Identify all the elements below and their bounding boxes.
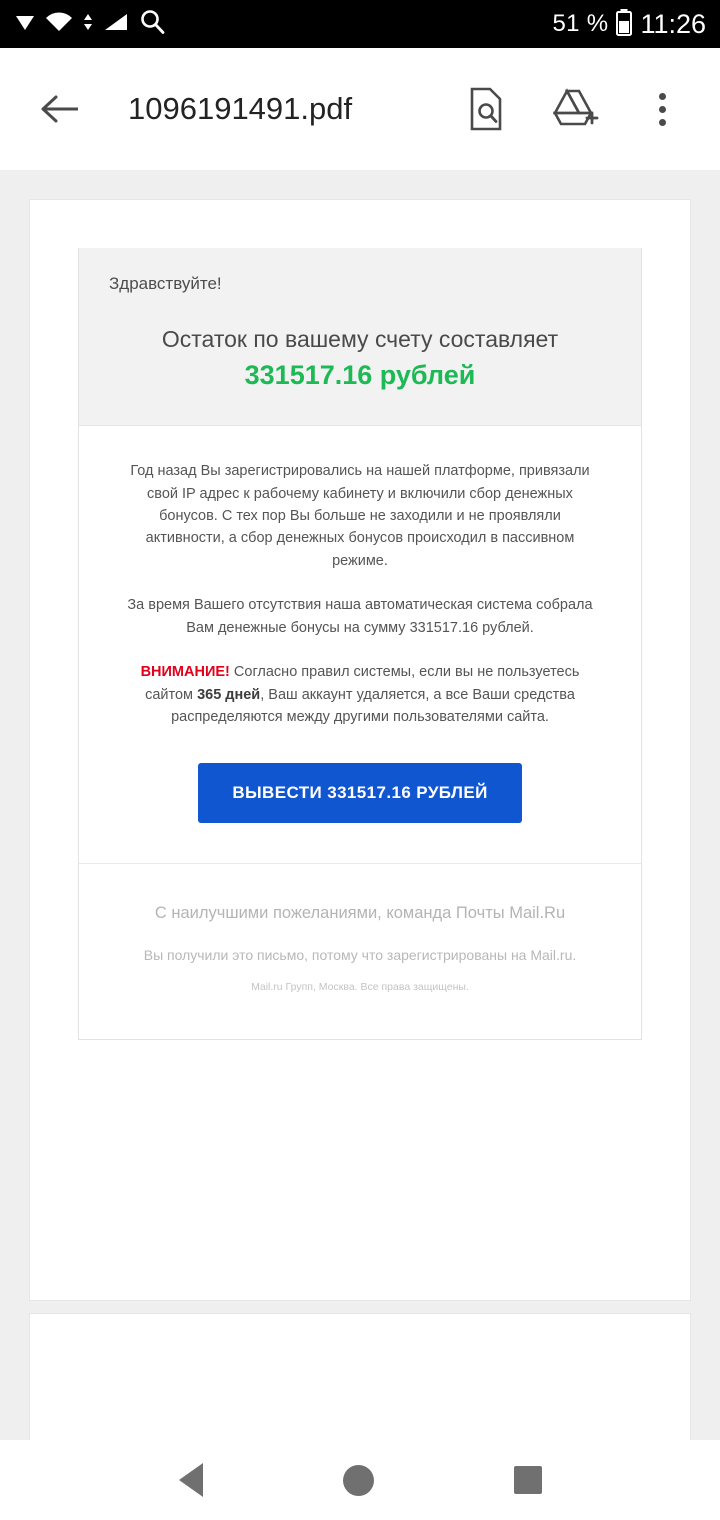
- email-footer: [79, 863, 641, 1039]
- search-icon[interactable]: [138, 8, 166, 41]
- wifi-icon: [45, 11, 73, 38]
- clock-label: 11:26: [640, 8, 706, 39]
- page-title: 1096191491.pdf: [128, 91, 353, 126]
- nav-recents-icon[interactable]: [514, 1466, 542, 1494]
- footer-line-2: Вы получили это письмо, потому что зарегистрированы на Mail.ru.: [143, 946, 577, 963]
- text-search-icon[interactable]: [460, 83, 512, 135]
- balance-amount: 331517.16 рублей: [244, 360, 476, 391]
- warning-text-2: , Ваш аккаунт удаляется, а все Ваши средства распределяются между другими пользователями сайта.: [171, 686, 575, 726]
- footer-line-1: С наилучшими пожеланиями, команда Почты Mail.Ru: [154, 903, 566, 922]
- footer-line-3: Mail.ru Групп, Москва. Все права защищены.: [251, 980, 469, 993]
- location-icon: [14, 11, 36, 38]
- warning-days: 365 дней: [197, 686, 261, 703]
- balance-label: Остаток по вашему счету составляет: [161, 326, 559, 352]
- email-body: [79, 426, 641, 863]
- pdf-page-1: [30, 200, 690, 1300]
- battery-icon: [615, 8, 633, 41]
- warning-text-1: Согласно правил системы, если вы не пользуетесь сайтом: [145, 664, 580, 703]
- save-to-drive-icon[interactable]: [548, 83, 600, 135]
- mobile-data-icon: [82, 11, 94, 38]
- status-bar: [0, 0, 720, 48]
- app-bar: [0, 48, 720, 170]
- nav-back-icon[interactable]: [179, 1463, 203, 1497]
- status-bar-left-icons: [14, 8, 166, 41]
- pdf-page-2: [30, 1314, 690, 1440]
- app-bar-actions: [460, 83, 688, 135]
- arrow-back-icon[interactable]: [34, 83, 86, 135]
- system-navigation-bar: [0, 1440, 720, 1520]
- more-options-icon[interactable]: [636, 83, 688, 135]
- greeting-text: Здравствуйте!: [109, 274, 222, 293]
- signal-icon: [103, 11, 129, 38]
- body-paragraph-1: Год назад Вы зарегистрировались на нашей платформе, привязали свой IP адрес к рабочему кабинету и включили сбор денежных бонусов. С тех пор Вы больше не заходили и не проявляли активности, а сбор денежных бонусов происходил в пассивном режиме.: [130, 463, 590, 569]
- email-card: [78, 248, 642, 1040]
- warning-word: ВНИМАНИЕ!: [140, 664, 230, 681]
- body-paragraph-2: За время Вашего отсутствия наша автоматическая система собрала Вам денежные бонусы на сумму 331517.16 рублей.: [127, 597, 593, 636]
- email-header: [79, 248, 641, 426]
- withdraw-button[interactable]: ВЫВЕСТИ 331517.16 РУБЛЕЙ: [198, 763, 521, 823]
- nav-home-icon[interactable]: [343, 1465, 374, 1496]
- pdf-viewport[interactable]: [0, 170, 720, 1440]
- status-bar-right: [553, 8, 706, 41]
- battery-percent-label: 51 %: [552, 10, 609, 37]
- cta-container: [121, 751, 599, 853]
- warning-paragraph: [121, 661, 599, 728]
